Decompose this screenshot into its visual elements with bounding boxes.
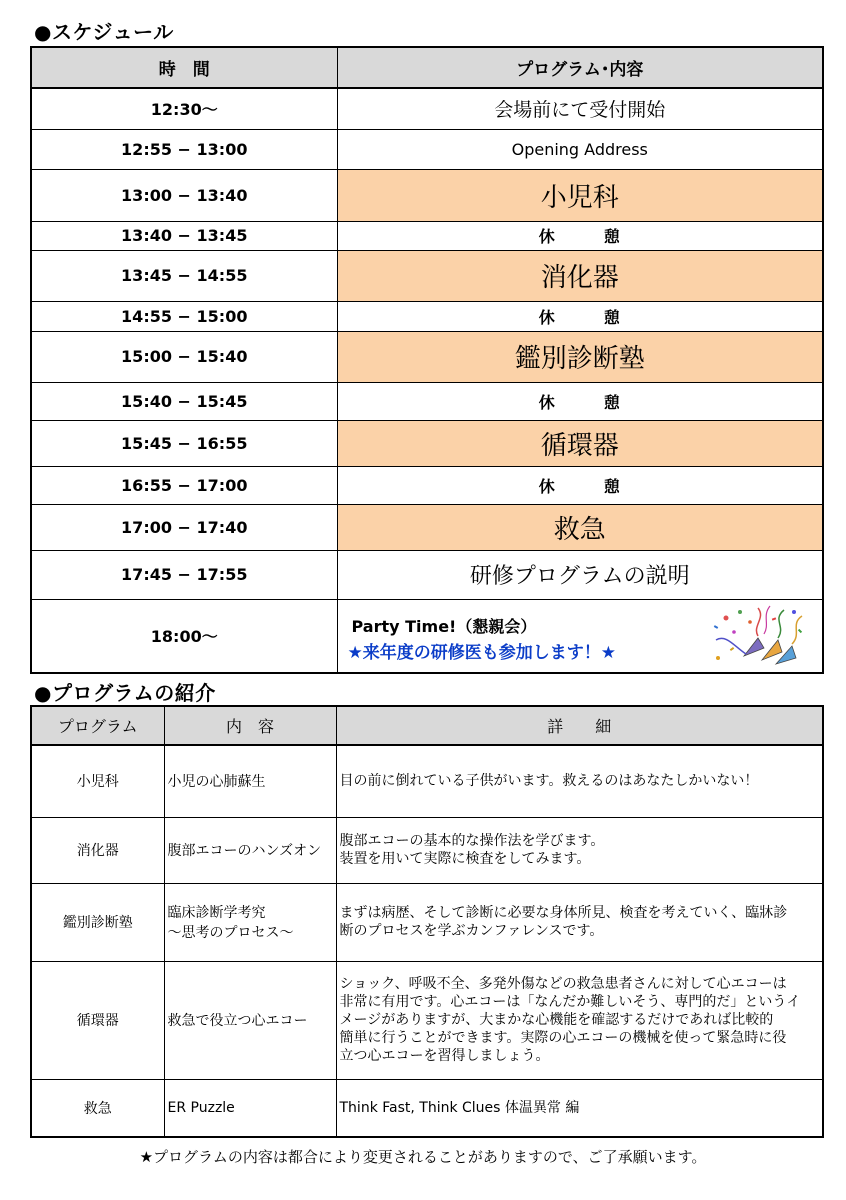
program-cell: 小児科 xyxy=(337,169,823,221)
intro-table xyxy=(30,705,824,1138)
time-cell: 12:30〜 xyxy=(31,88,337,129)
break-cell xyxy=(337,221,823,250)
detail-line: 断のプロセスを学ぶカンファレンスです。 xyxy=(339,923,604,939)
time-cell: 15:45 − 16:55 xyxy=(31,420,337,466)
break-cell xyxy=(337,466,823,504)
time-cell: 15:40 − 15:45 xyxy=(31,382,337,420)
detail-line: 装置を用いて実際に検査をしてみます。 xyxy=(339,851,591,867)
intro-header-row xyxy=(31,706,823,745)
table-row xyxy=(31,301,823,331)
content-line: 臨床診断学考究 xyxy=(167,905,266,921)
table-row xyxy=(31,466,823,504)
program-cell: 循環器 xyxy=(337,420,823,466)
table-row xyxy=(31,961,823,1079)
party-subtitle: ★来年度の研修医も参加します！★ xyxy=(347,642,616,663)
break-label-a: 休 xyxy=(538,476,556,496)
detail-line: 腹部エコーの基本的な操作法を学びます。 xyxy=(339,833,605,849)
time-cell: 14:55 − 15:00 xyxy=(31,301,337,331)
program-cell: 鑑別診断塾 xyxy=(31,883,164,961)
program-cell: 会場前にて受付開始 xyxy=(337,88,823,129)
time-cell: 12:55 − 13:00 xyxy=(31,129,337,169)
program-cell: 消化器 xyxy=(31,817,164,883)
detail-cell xyxy=(336,961,823,1079)
content-cell: 救急で役立つ心エコー xyxy=(164,961,336,1079)
table-row xyxy=(31,250,823,301)
break-cell xyxy=(337,382,823,420)
program-cell: 研修プログラムの説明 xyxy=(337,550,823,599)
program-cell: 救急 xyxy=(31,1079,164,1137)
time-cell: 13:00 − 13:40 xyxy=(31,169,337,221)
break-label-a: 休 xyxy=(538,307,556,327)
detail-line: 簡単に行うことができます。実際の心エコーの機械を使って緊急時に役 xyxy=(339,1030,787,1046)
table-row xyxy=(31,599,823,673)
table-row xyxy=(31,221,823,250)
disclaimer-note: ★プログラムの内容は都合により変更されることがありますので、ご了承願います。 xyxy=(139,1148,707,1166)
detail-line: 非常に有用です。心エコーは「なんだか難しいそう、専門的だ」というイ xyxy=(339,994,801,1010)
detail-line: ショック、呼吸不全、多発外傷などの救急患者さんに対して心エコーは xyxy=(339,976,787,992)
table-row xyxy=(31,550,823,599)
table-row xyxy=(31,504,823,550)
table-row xyxy=(31,129,823,169)
detail-line: メージがありますが、大まかな心機能を確認するだけであれば比較的 xyxy=(339,1012,774,1028)
schedule-table xyxy=(30,46,824,674)
content-cell: 小児の心肺蘇生 xyxy=(164,745,336,817)
break-label-a: 休 xyxy=(538,227,556,246)
party-popper-illustration xyxy=(706,604,806,672)
detail-line: 立つ心エコーを習得しましょう。 xyxy=(339,1048,550,1064)
party-cell xyxy=(337,599,823,673)
table-row xyxy=(31,331,823,382)
party-title: Party Time!（懇親会） xyxy=(351,616,537,636)
content-cell: 腹部エコーのハンズオン xyxy=(164,817,336,883)
detail-cell: Think Fast, Think Clues 体温異常 編 xyxy=(336,1079,823,1137)
break-label-b: 憩 xyxy=(603,476,621,496)
intro-title: ●プログラムの紹介 xyxy=(34,681,216,705)
time-cell: 13:40 − 13:45 xyxy=(31,221,337,250)
table-row xyxy=(31,817,823,883)
detail-cell: 目の前に倒れている子供がいます。救えるのはあなたしかいない！ xyxy=(336,745,823,817)
break-label-a: 休 xyxy=(538,392,556,412)
break-label-b: 憩 xyxy=(603,307,621,327)
program-cell: 鑑別診断塾 xyxy=(337,331,823,382)
header-program: プログラム･内容 xyxy=(337,47,823,88)
table-row xyxy=(31,420,823,466)
program-cell: 小児科 xyxy=(31,745,164,817)
program-cell: Opening Address xyxy=(337,129,823,169)
detail-line: まずは病歴、そして診断に必要な身体所見、検査を考えていく、臨牀診 xyxy=(339,905,788,921)
program-cell: 救急 xyxy=(337,504,823,550)
detail-cell xyxy=(336,817,823,883)
time-cell: 17:45 − 17:55 xyxy=(31,550,337,599)
time-cell: 17:00 − 17:40 xyxy=(31,504,337,550)
time-cell: 13:45 − 14:55 xyxy=(31,250,337,301)
time-cell: 16:55 − 17:00 xyxy=(31,466,337,504)
schedule-title: ●スケジュール xyxy=(34,20,174,44)
header-content: 内 容 xyxy=(164,706,336,745)
table-row xyxy=(31,1079,823,1137)
program-cell: 消化器 xyxy=(337,250,823,301)
header-detail: 詳 細 xyxy=(336,706,823,745)
schedule-header-row xyxy=(31,47,823,88)
content-cell: ER Puzzle xyxy=(164,1079,336,1137)
time-cell: 15:00 − 15:40 xyxy=(31,331,337,382)
content-cell xyxy=(164,883,336,961)
break-cell xyxy=(337,301,823,331)
break-label-b: 憩 xyxy=(603,227,621,246)
table-row xyxy=(31,382,823,420)
table-row xyxy=(31,88,823,129)
program-cell: 循環器 xyxy=(31,961,164,1079)
content-line: 〜思考のプロセス〜 xyxy=(167,925,294,941)
break-label-b: 憩 xyxy=(603,392,621,412)
time-cell: 18:00〜 xyxy=(31,599,337,673)
header-program: プログラム xyxy=(31,706,164,745)
table-row xyxy=(31,169,823,221)
table-row xyxy=(31,745,823,817)
detail-cell xyxy=(336,883,823,961)
table-row xyxy=(31,883,823,961)
header-time: 時 間 xyxy=(31,47,337,88)
